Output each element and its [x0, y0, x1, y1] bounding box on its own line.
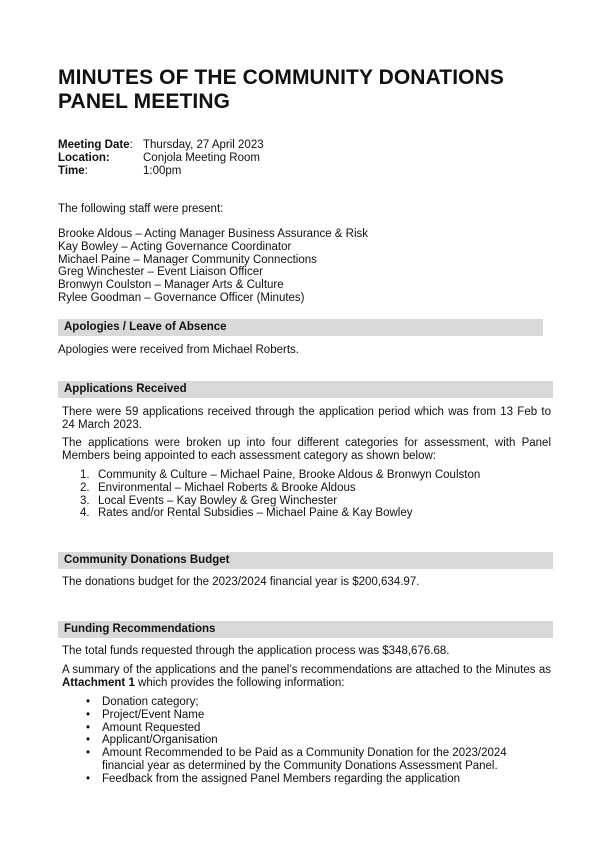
list-item: • Project/Event Name: [86, 708, 205, 721]
budget-heading: Community Donations Budget: [58, 552, 553, 569]
list-item: 3. Local Events – Kay Bowley & Greg Winchester: [80, 494, 338, 507]
staff-list: [58, 228, 368, 305]
meeting-date-value: Thursday, 27 April 2023: [143, 139, 264, 151]
staff-member: Greg Winchester – Event Liaison Officer: [58, 266, 263, 279]
staff-member: Bronwyn Coulston – Manager Arts & Culture: [58, 279, 284, 292]
bullet-icon: •: [86, 772, 91, 785]
staff-member: Kay Bowley – Acting Governance Coordinator: [58, 240, 292, 253]
bullet-icon: •: [86, 696, 91, 708]
applications-para-1: There were 59 applications received through the application period which was from 13 Feb to 24 March 2023.: [62, 406, 551, 431]
time-label: Time: [58, 165, 85, 177]
category-list: [80, 469, 480, 520]
location-label: Location: [58, 152, 106, 164]
list-item: 1. Community & Culture – Michael Paine, Brooke Aldous & Bronwyn Coulston: [80, 469, 481, 481]
funding-para-2: A summary of the applications and the panel’s recommendations are attached to the Minutes as Attachment 1 which provides the following information:: [62, 664, 551, 689]
meeting-date-label: Meeting Date: [58, 139, 130, 151]
applications-heading: Applications Received: [58, 381, 553, 398]
apologies-text: Apologies were received from Michael Roberts.: [58, 344, 299, 356]
budget-text: The donations budget for the 2023/2024 financial year is $200,634.97.: [62, 576, 420, 588]
meeting-date-row: Meeting Date: Thursday, 27 April 2023: [58, 139, 264, 151]
bullet-icon: •: [86, 708, 91, 721]
location-value: Conjola Meeting Room: [143, 152, 260, 164]
staff-member: Rylee Goodman – Governance Officer (Minutes): [58, 291, 305, 304]
list-item: • Amount Recommended to be Paid as a Community Donation for the 2023/2024 financial year as determined by the Community Donations Assessment Panel.: [86, 747, 507, 772]
meeting-details: [58, 139, 264, 178]
list-item: 4. Rates and/or Rental Subsidies – Michael Paine & Kay Bowley: [80, 507, 413, 520]
list-item: • Amount Requested: [86, 721, 201, 734]
staff-member: Brooke Aldous – Acting Manager Business Assurance & Risk: [58, 228, 369, 240]
list-item: • Donation category;: [86, 696, 199, 708]
list-item: • Feedback from the assigned Panel Members regarding the application: [86, 772, 460, 785]
funding-para-1: The total funds requested through the application process was $348,676.68.: [62, 645, 450, 657]
staff-member: Michael Paine – Manager Community Connections: [58, 253, 317, 266]
bullet-icon: •: [86, 747, 91, 760]
list-item: • Applicant/Organisation: [86, 734, 218, 747]
staff-intro: The following staff were present:: [58, 203, 224, 215]
bullet-icon: •: [86, 721, 91, 734]
time-value: 1:00pm: [143, 165, 182, 177]
information-list: [86, 696, 546, 786]
time-row: Time: 1:00pm: [58, 165, 182, 177]
applications-para-2: The applications were broken up into four different categories for assessment, with Panel Members being appointed to each assessment category as shown below:: [62, 437, 551, 462]
bullet-icon: •: [86, 734, 91, 747]
apologies-heading: Apologies / Leave of Absence: [58, 319, 543, 336]
location-row: Location: Conjola Meeting Room: [58, 152, 260, 164]
funding-heading: Funding Recommendations: [58, 621, 553, 638]
list-item: 2. Environmental – Michael Roberts & Brooke Aldous: [80, 481, 356, 494]
page-title: MINUTES OF THE COMMUNITY DONATIONS PANEL MEETING: [58, 66, 504, 113]
attachment-reference: Attachment 1: [62, 677, 135, 689]
